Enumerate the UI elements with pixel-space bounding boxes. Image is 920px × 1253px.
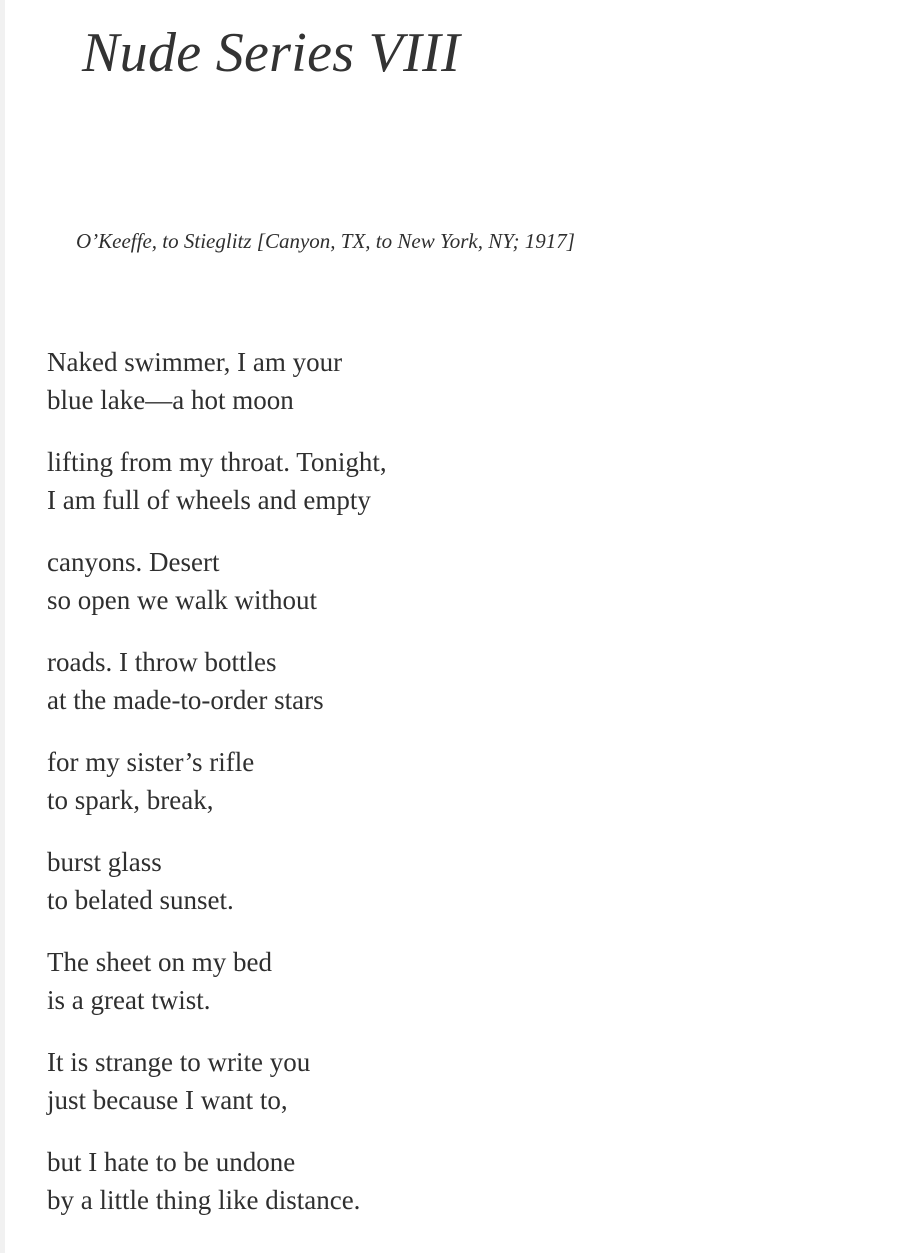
poem-line: blue lake—a hot moon (47, 385, 294, 415)
stanza (47, 843, 847, 919)
poem-line: to belated sunset. (47, 885, 234, 915)
poem-line: for my sister’s rifle (47, 747, 255, 777)
stanza (47, 443, 847, 519)
stanza (47, 1143, 847, 1219)
poem-line: canyons. Desert (47, 547, 220, 577)
poem-line: burst glass (47, 847, 162, 877)
stanza (47, 643, 847, 719)
poem-title: Nude Series VIII (82, 22, 461, 84)
poem-line: to spark, break, (47, 785, 214, 815)
poem-epigraph: O’Keeffe, to Stieglitz [Canyon, TX, to New York, NY; 1917] (76, 229, 575, 253)
poem-line: at the made-to-order stars (47, 685, 324, 715)
poem-line: It is strange to write you (47, 1047, 311, 1077)
poem-line: just because I want to, (47, 1085, 288, 1115)
poem-line: roads. I throw bottles (47, 647, 277, 677)
poem-line: but I hate to be undone (47, 1147, 296, 1177)
poem-line: I am full of wheels and empty (47, 485, 371, 515)
poem-body (47, 343, 847, 1243)
stanza (47, 743, 847, 819)
poem-line: by a little thing like distance. (47, 1185, 361, 1215)
stanza (47, 1043, 847, 1119)
poem-line: so open we walk without (47, 585, 317, 615)
stanza (47, 543, 847, 619)
poem-line: is a great twist. (47, 985, 211, 1015)
stanza (47, 343, 847, 419)
poem-line: The sheet on my bed (47, 947, 272, 977)
poem-line: lifting from my throat. Tonight, (47, 447, 387, 477)
poem-line: Naked swimmer, I am your (47, 347, 343, 377)
stanza (47, 943, 847, 1019)
